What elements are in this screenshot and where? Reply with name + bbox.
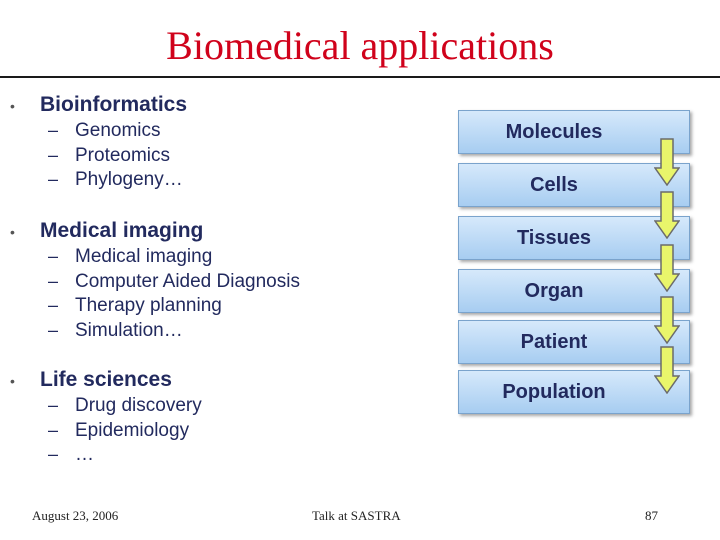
footer-talk: Talk at SASTRA [312,508,401,523]
down-arrow-icon [654,244,680,292]
footer-date: August 23, 2006 [32,508,119,523]
dash-icon: – [48,120,59,140]
bullet-heading [10,367,202,393]
bullet-dot-icon: • [10,98,15,114]
bullet-heading [10,218,300,244]
box-label: Population [502,380,606,403]
down-arrow-icon [654,346,680,394]
down-arrow-icon [654,191,680,239]
list-item-text: Genomics [75,120,161,141]
list-item-text: Epidemiology [75,419,190,441]
box-label: Tissues [516,226,592,249]
dash-icon: – [48,444,59,464]
down-arrow-icon [654,138,680,186]
list-item [10,293,300,318]
dash-icon: – [48,270,59,291]
box-label: Patient [520,330,588,353]
bullet-dot-icon: • [10,373,15,389]
list-item [10,118,187,143]
dash-icon: – [48,295,59,315]
dash-icon: – [48,169,59,189]
list-item [10,318,300,343]
slide-number: 87 [645,508,658,523]
section-medical-imaging [10,218,300,342]
dash-icon: – [48,419,59,440]
title-divider [0,76,720,78]
dash-icon: – [48,319,59,340]
heading-text: Bioinformatics [40,93,188,116]
list-item [10,244,300,269]
list-item-text: Simulation… [75,319,183,341]
bullet-dot-icon: • [10,224,15,240]
list-item [10,269,300,294]
list-item [10,418,202,443]
list-item [10,167,187,192]
list-item-text: … [75,444,94,465]
box-label: Cells [530,173,578,196]
box-label: Organ [524,279,584,302]
list-item [10,442,202,467]
dash-icon: – [48,395,59,415]
box-label: Molecules [505,120,603,143]
list-item-text: Medical imaging [75,246,213,267]
list-item-text: Phylogeny… [75,169,183,190]
list-item-text: Therapy planning [75,295,222,316]
list-item [10,143,187,168]
scale-hierarchy-diagram [458,110,690,414]
down-arrow-icon [654,296,680,344]
heading-text: Life sciences [40,368,172,391]
dash-icon: – [48,144,59,165]
dash-icon: – [48,246,59,266]
section-bioinformatics [10,92,187,192]
list-item-text: Drug discovery [75,395,202,416]
bullet-heading [10,92,187,118]
list-item [10,393,202,418]
list-item-text: Computer Aided Diagnosis [75,270,300,292]
heading-text: Medical imaging [40,219,204,242]
list-item-text: Proteomics [75,144,171,166]
slide-title: Biomedical applications [166,23,554,68]
section-life-sciences [10,367,202,467]
